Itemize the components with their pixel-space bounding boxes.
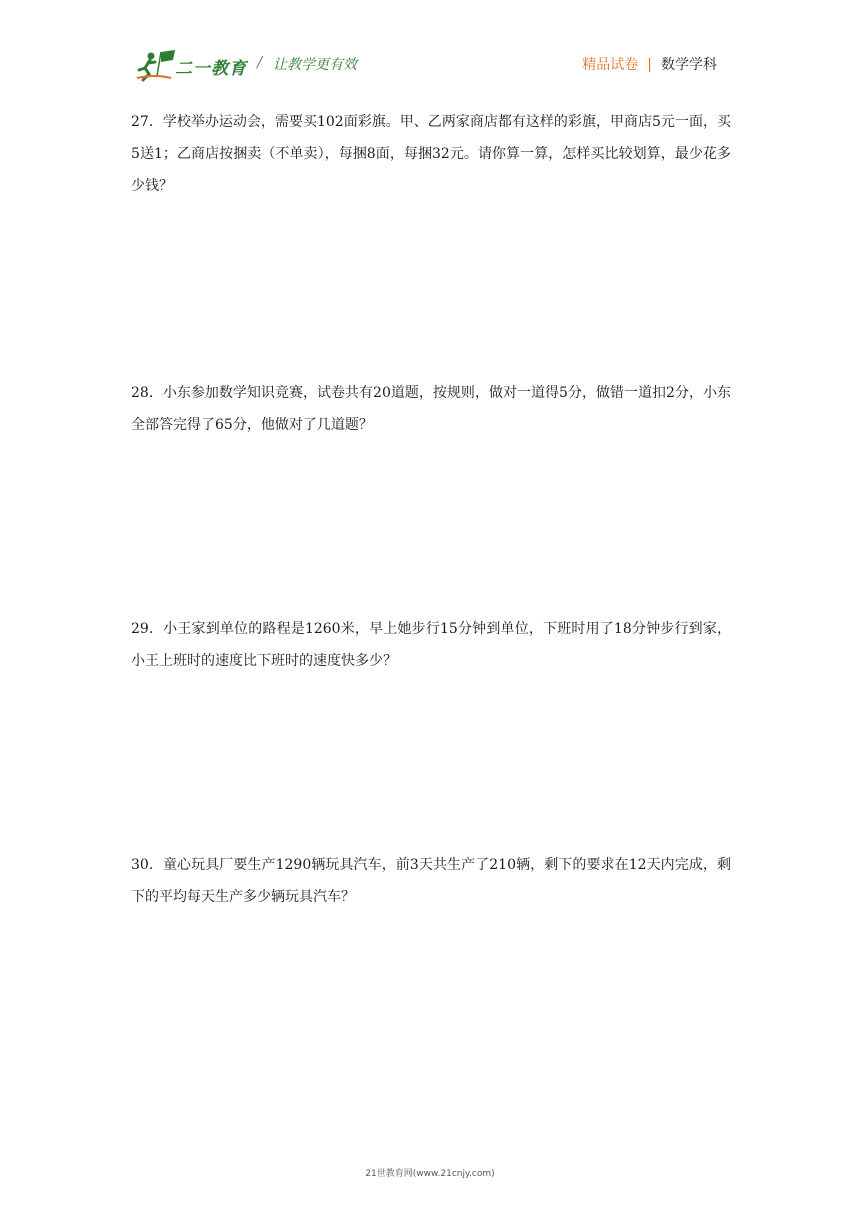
question-27: 27．学校举办运动会，需要买102面彩旗。甲、乙两家商店都有这样的彩旗，甲商店5元一面，买5送1；乙商店按捆卖（不单卖），每捆8面，每捆32元。请你算一算，怎样买比较划算，最少花多少钱？	[131, 114, 731, 194]
quality-label: 精品试卷	[582, 57, 639, 73]
header-divider: |	[647, 57, 652, 73]
brand-slogan: 让教学更有效	[273, 57, 357, 73]
question-28: 28．小东参加数学知识竞赛，试卷共有20道题，按规则，做对一道得5分，做错一道扣2分，小东全部答完得了65分，他做对了几道题？	[131, 385, 731, 433]
page-header	[135, 44, 725, 84]
question-30: 30．童心玩具厂要生产1290辆玩具汽车，前3天共生产了210辆，剩下的要求在12天内完成，剩下的平均每天生产多少辆玩具汽车？	[131, 857, 731, 905]
runner-flag-logo-icon	[135, 48, 177, 82]
subject-label: 数学学科	[661, 57, 717, 73]
header-separator: /	[257, 53, 263, 71]
question-29: 29．小王家到单位的路程是1260米，早上她步行15分钟到单位，下班时用了18分钟步行到家，小王上班时的速度比下班时的速度快多少？	[131, 621, 731, 669]
header-right	[582, 54, 717, 74]
page-footer: 21世教育网(www.21cnjy.com)	[365, 1169, 495, 1179]
brand-name: 二一教育	[175, 59, 247, 79]
